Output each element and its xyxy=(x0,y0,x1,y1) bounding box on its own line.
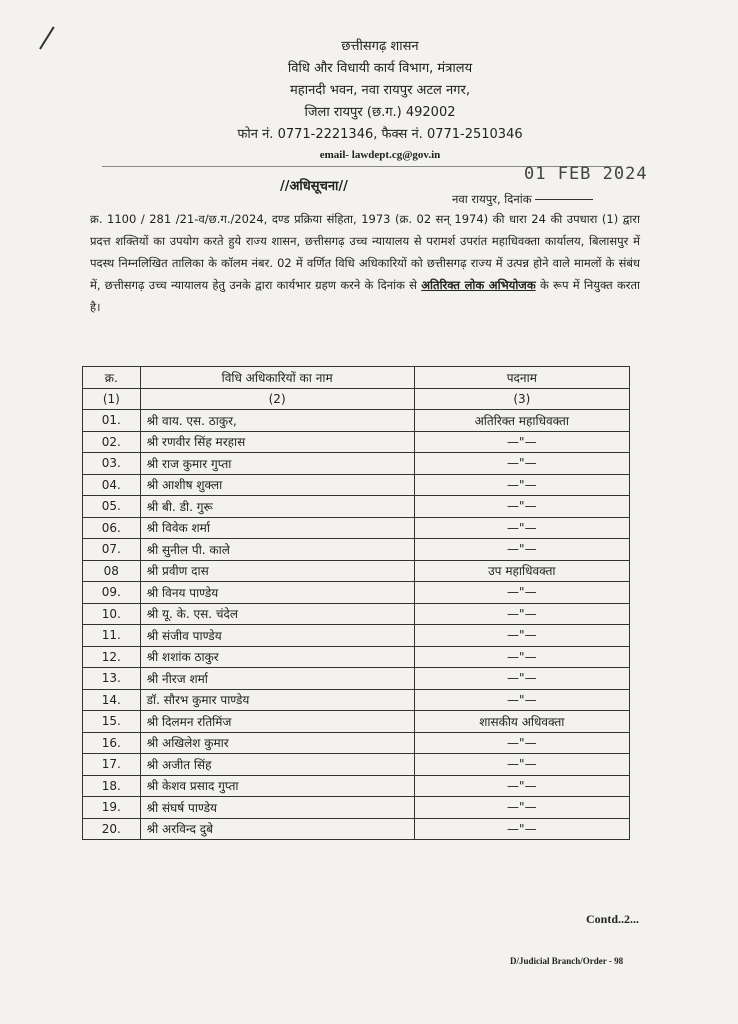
place-label: नवा रायपुर, दिनांक xyxy=(452,192,532,206)
notification-title: //अधिसूचना// xyxy=(280,179,348,194)
continued-note: Contd..2... xyxy=(586,912,640,926)
header-line-1: छत्तीसगढ़ शासन xyxy=(341,39,419,54)
row-serial: 07. xyxy=(83,539,141,561)
row-serial: 19. xyxy=(83,797,141,819)
row-officer-name: श्री राज कुमार गुप्ता xyxy=(140,453,414,475)
place-date xyxy=(452,192,593,207)
row-designation: —"— xyxy=(414,754,629,776)
header-designation: पदनाम xyxy=(414,367,629,389)
row-serial: 11. xyxy=(83,625,141,647)
row-serial: 02. xyxy=(83,431,141,453)
table-number-row xyxy=(83,388,630,410)
header-line-5: फोन नं. 0771-2221346, फैक्स नं. 0771-2510346 xyxy=(237,127,523,142)
row-officer-name: श्री संजीव पाण्डेय xyxy=(140,625,414,647)
row-designation: —"— xyxy=(414,625,629,647)
table-row xyxy=(83,625,630,647)
table-row xyxy=(83,517,630,539)
row-officer-name: श्री विवेक शर्मा xyxy=(140,517,414,539)
row-designation: —"— xyxy=(414,668,629,690)
row-officer-name: श्री केशव प्रसाद गुप्ता xyxy=(140,775,414,797)
row-officer-name: श्री दिलमन रतिमिंज xyxy=(140,711,414,733)
table-row xyxy=(83,496,630,518)
table-row xyxy=(83,560,630,582)
row-serial: 14. xyxy=(83,689,141,711)
row-officer-name: श्री शशांक ठाकुर xyxy=(140,646,414,668)
row-officer-name: डॉ. सौरभ कुमार पाण्डेय xyxy=(140,689,414,711)
table-row xyxy=(83,539,630,561)
row-serial: 04. xyxy=(83,474,141,496)
row-serial: 08 xyxy=(83,560,141,582)
table-row xyxy=(83,754,630,776)
table-row xyxy=(83,453,630,475)
row-serial: 06. xyxy=(83,517,141,539)
row-designation: —"— xyxy=(414,818,629,840)
date-stamp: 01 FEB 2024 xyxy=(524,164,648,184)
row-officer-name: श्री रणवीर सिंह मरहास xyxy=(140,431,414,453)
header-email: email- lawdept.cg@gov.in xyxy=(319,149,441,161)
table-row xyxy=(83,668,630,690)
column-number-2: (2) xyxy=(140,388,414,410)
row-designation: —"— xyxy=(414,775,629,797)
row-designation: उप महाधिवक्ता xyxy=(414,560,629,582)
row-designation: —"— xyxy=(414,474,629,496)
row-officer-name: श्री अखिलेश कुमार xyxy=(140,732,414,754)
table-row xyxy=(83,818,630,840)
date-blank xyxy=(535,199,593,200)
body-emphasis: अतिरिक्त लोक अभियोजक xyxy=(421,278,536,292)
row-designation: शासकीय अधिवक्ता xyxy=(414,711,629,733)
row-serial: 01. xyxy=(83,410,141,432)
row-serial: 18. xyxy=(83,775,141,797)
body-text: क्र. 1100 / 281 /21-व/छ.ग./2024, दण्ड प्रक्रिया संहिता, 1973 (क्र. 02 सन् 1974) की धारा 24 की उपधारा (1) द्वारा प्रदत्त शक्तियों का उपयोग करते हुये राज्य शासन, छत्तीसगढ़ उच्च न्यायालय से परामर्श उपरांत महाधिवक्ता कार्यालय, बिलासपुर में पदस्थ निम्नलिखित तालिका के कॉलम नंबर. 02 में वर्णित विधि अधिकारियों को छत्तीसगढ़ राज्य में उत्पन्न होने वाले मामलों के संबंध में, छत्तीसगढ़ उच्च न्यायालय हेतु उनके द्वारा कार्यभार ग्रहण करने के दिनांक से xyxy=(90,212,640,292)
pen-mark xyxy=(39,26,54,49)
row-officer-name: श्री अरविन्द दुबे xyxy=(140,818,414,840)
row-designation: —"— xyxy=(414,496,629,518)
row-officer-name: श्री आशीष शुक्ला xyxy=(140,474,414,496)
column-number-1: (1) xyxy=(83,388,141,410)
row-serial: 03. xyxy=(83,453,141,475)
row-designation: —"— xyxy=(414,797,629,819)
row-serial: 16. xyxy=(83,732,141,754)
row-serial: 17. xyxy=(83,754,141,776)
body-text-end: के रूप में नियुक्त करता है। xyxy=(90,278,641,314)
row-designation: —"— xyxy=(414,539,629,561)
row-officer-name: श्री सुनील पी. काले xyxy=(140,539,414,561)
table-row xyxy=(83,711,630,733)
table-row xyxy=(83,474,630,496)
row-officer-name: श्री यू. के. एस. चंदेल xyxy=(140,603,414,625)
header-line-4: जिला रायपुर (छ.ग.) 492002 xyxy=(304,105,456,120)
row-designation: —"— xyxy=(414,453,629,475)
table-row xyxy=(83,410,630,432)
row-serial: 15. xyxy=(83,711,141,733)
table-row xyxy=(83,732,630,754)
header-line-3: महानदी भवन, नवा रायपुर अटल नगर, xyxy=(290,83,470,98)
table-row xyxy=(83,689,630,711)
table-row xyxy=(83,431,630,453)
row-officer-name: श्री बी. डी. गुरू xyxy=(140,496,414,518)
header-serial: क्र. xyxy=(83,367,141,389)
row-serial: 12. xyxy=(83,646,141,668)
row-officer-name: श्री वाय. एस. ठाकुर, xyxy=(140,410,414,432)
row-serial: 09. xyxy=(83,582,141,604)
row-serial: 13. xyxy=(83,668,141,690)
row-designation: —"— xyxy=(414,431,629,453)
row-designation: —"— xyxy=(414,582,629,604)
table-row xyxy=(83,646,630,668)
row-officer-name: श्री अजीत सिंह xyxy=(140,754,414,776)
row-designation: —"— xyxy=(414,646,629,668)
table-header-row xyxy=(83,367,630,389)
row-designation: —"— xyxy=(414,517,629,539)
row-serial: 10. xyxy=(83,603,141,625)
row-officer-name: श्री विनय पाण्डेय xyxy=(140,582,414,604)
row-designation: —"— xyxy=(414,603,629,625)
row-serial: 05. xyxy=(83,496,141,518)
row-serial: 20. xyxy=(83,818,141,840)
header-line-2: विधि और विधायी कार्य विभाग, मंत्रालय xyxy=(287,61,473,76)
row-officer-name: श्री संघर्ष पाण्डेय xyxy=(140,797,414,819)
row-designation: —"— xyxy=(414,689,629,711)
row-designation: अतिरिक्त महाधिवक्ता xyxy=(414,410,629,432)
letterhead xyxy=(150,36,610,164)
officers-table xyxy=(82,366,630,840)
notification-body xyxy=(90,208,640,318)
column-number-3: (3) xyxy=(414,388,629,410)
table-row xyxy=(83,603,630,625)
row-officer-name: श्री प्रवीण दास xyxy=(140,560,414,582)
row-officer-name: श्री नीरज शर्मा xyxy=(140,668,414,690)
row-designation: —"— xyxy=(414,732,629,754)
table-row xyxy=(83,775,630,797)
footer-reference: D/Judicial Branch/Order - 98 xyxy=(510,956,624,966)
table-row xyxy=(83,797,630,819)
table-row xyxy=(83,582,630,604)
header-name: विधि अधिकारियों का नाम xyxy=(140,367,414,389)
